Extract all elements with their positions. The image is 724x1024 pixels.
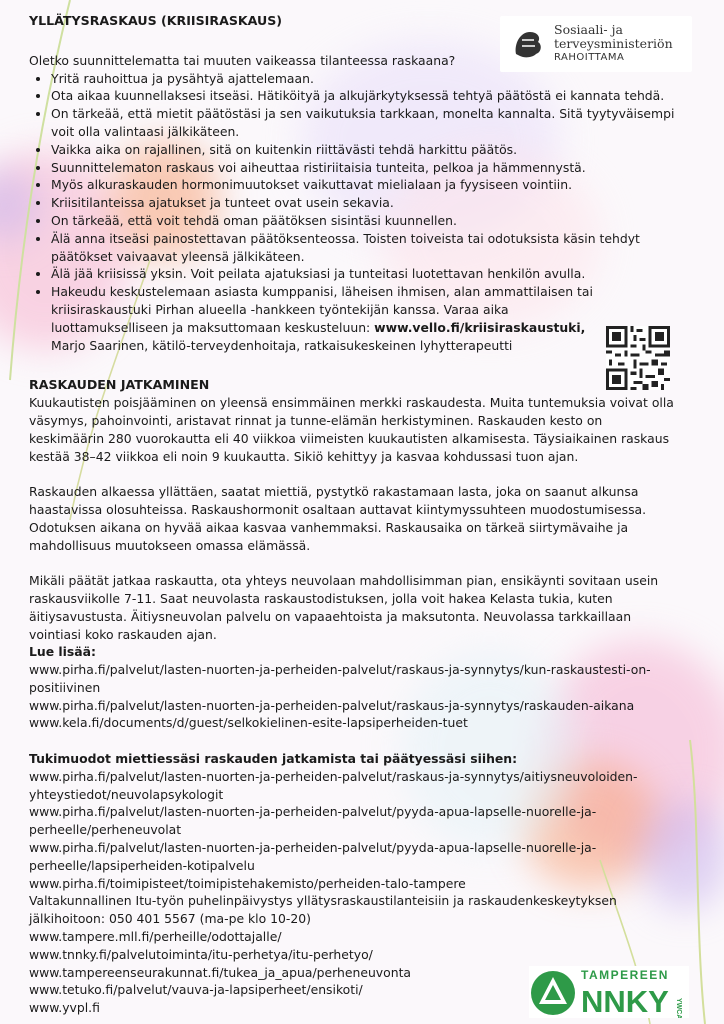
intro-question: Oletko suunnittelematta tai muuten vaikeassa tilanteessa raskaana? — [29, 52, 456, 68]
advice-item: • Yritä rauhoittua ja pysähtyä ajattelemaan. — [51, 70, 679, 88]
support-link[interactable]: www.tetuko.fi/palvelut/vauva-ja-lapsiperheet/ensikoti/ — [29, 982, 363, 998]
advice-item: • Suunnittelematon raskaus voi aiheuttaa ristiriitaisia tunteita, pelkoa ja hämmennystä. — [51, 159, 679, 177]
document-body — [29, 12, 679, 1017]
support-link[interactable]: www.pirha.fi/toimipisteet/toimipistehakemisto/perheiden-talo-tampere — [29, 875, 466, 891]
contact-text: Hakeudu keskustelemaan asiasta kumppanisi, läheisen ihmisen, alan ammattilaisen tai kriisiraskaustuki Pirhan alueella -hankkeen työntekijän kanssa. Varaa aika luottamukselliseen ja maksuttomaan keskusteluun: — [51, 284, 593, 335]
read-more-heading: Lue lisää: — [29, 644, 96, 660]
advice-item: • Kriisitilanteissa ajatukset ja tunteet ovat usein sekavia. — [51, 194, 679, 212]
support-link[interactable]: www.tnnky.fi/palvelutoiminta/itu-perhetya/itu-perhetyo/ — [29, 946, 373, 962]
support-link[interactable]: www.yvpl.fi — [29, 1000, 100, 1016]
support-link[interactable]: www.pirha.fi/palvelut/lasten-nuorten-ja-perheiden-palvelut/raskaus-ja-synnytys/aitiysneuvoloiden-yhteystiedot/neuvolapsykologit — [29, 768, 638, 802]
support-title: Tukimuodot miettiessäsi raskauden jatkamista tai päätyessäsi siihen: — [29, 751, 518, 767]
stm-line2: terveysministeriön — [554, 36, 673, 51]
advice-item: • On tärkeää, että voit tehdä oman päätöksen sisintäsi kuunnellen. — [51, 212, 679, 230]
read-more-link[interactable]: www.pirha.fi/palvelut/lasten-nuorten-ja-perheiden-palvelut/raskaus-ja-synnytys/raskauden-aikana — [29, 697, 635, 713]
paragraph-neuvola: Mikäli päätät jatkaa raskautta, ota yhteys neuvolaan mahdollisimman pian, ensikäynti sovitaan usein raskausviikolle 7-11. Saat neuvolasta raskaustodistuksen, jolla voit hakea Kelasta tukia, kuten äitiysavustusta. Äitiysneuvolan palvelu on vapaaehtoista ja maksutonta. Neuvolassa tarkkaillaan vointiasi koko raskauden ajan. — [29, 573, 659, 642]
support-link[interactable]: www.tampere.mll.fi/perheille/odottajalle/ — [29, 929, 282, 945]
advice-item: • Vaikka aika on rajallinen, sitä on kuitenkin riittävästi tehdä harkittu päätös. — [51, 141, 679, 159]
advice-item: • Älä anna itseäsi painostettavan päätöksenteossa. Toisten toiveista tai odotuksista käsin tehdyt päätökset vaivaavat yleensä jälkikäteen. — [51, 230, 679, 266]
section-title-kriisiraskaus: YLLÄTYSRASKAUS (KRIISIRASKAUS) — [29, 13, 283, 28]
nnky-main-text: NNKY — [581, 984, 669, 1018]
read-more-link[interactable]: www.pirha.fi/palvelut/lasten-nuorten-ja-perheiden-palvelut/raskaus-ja-synnytys/kun-raskaustesti-on-positiivinen — [29, 662, 651, 695]
advice-item: • On tärkeää, että mietit päätöstäsi ja sen vaikutuksia tarkkaan, monelta kannalta. Sitä tyytyväisempi voit olla valintaasi jälkikäteen. — [51, 105, 679, 141]
support-link[interactable]: www.tampereenseurakunnat.fi/tukea_ja_apua/perheneuvonta — [29, 964, 412, 980]
stm-line1: Sosiaali- ja — [554, 22, 623, 37]
read-more-link[interactable]: www.kela.fi/documents/d/guest/selkokielinen-esite-lapsiperheiden-tuet — [29, 715, 468, 731]
paragraph-first-signs: Kuukautisten poisjääminen on yleensä ensimmäinen merkki raskaudesta. Muita tuntemuksia voivat olla väsymys, pahoinvointi, aristavat rinnat ja tunne-elämän herkistyminen. Raskauden kesto on keskimäärin 280 vuorokautta eli 40 viikkoa viimeisten kuukautisten alkamisesta. Täysiaikainen raskaus kestää 38–42 viikkoa eli noin 9 kuukautta. Sikiö kehittyy ja kasvaa kohdussasi tuon ajan. — [29, 395, 674, 464]
section-title-jatkaminen: RASKAUDEN JATKAMINEN — [29, 377, 210, 393]
advice-item: • Ota aikaa kuunnellaksesi itseäsi. Hätiköityä ja alkujärkytyksessä tehtyä päätöstä ei kannata tehdä. — [51, 87, 679, 105]
advice-item-contact — [51, 283, 679, 354]
nnky-top-text: TAMPEREEN — [581, 968, 669, 982]
advice-item: • Älä jää kriisissä yksin. Voit peilata ajatuksiasi ja tunteitasi luotettavan henkilön avulla. — [51, 265, 679, 283]
nnky-side-text: YWCA — [675, 998, 682, 1018]
vello-link[interactable]: www.vello.fi/kriisiraskaustuki, — [374, 319, 586, 335]
support-link[interactable]: www.pirha.fi/palvelut/lasten-nuorten-ja-perheiden-palvelut/pyyda-apua-lapselle-nuorelle-ja-perheelle/lapsiperheiden-kotipalvelu — [29, 840, 597, 873]
advice-item: • Myös alkuraskauden hormonimuutokset vaikuttavat mielialaan ja fyysiseen vointiin. — [51, 176, 679, 194]
support-link[interactable]: www.pirha.fi/palvelut/lasten-nuorten-ja-perheiden-palvelut/pyyda-apua-lapselle-nuorelle-ja-perheelle/perheneuvolat — [29, 804, 597, 838]
contact-person: Marjo Saarinen, kätilö-terveydenhoitaja, ratkaisukeskeinen lyhytterapeutti — [51, 337, 513, 353]
itu-phone-info: Valtakunnallinen Itu-työn puhelinpäivystys yllätysraskaustilanteisiin ja raskaudenkeskeytyksen jälkihoitoon: 050 401 5567 (ma-pe klo 10-20) — [29, 893, 617, 927]
advice-list — [29, 70, 679, 355]
stm-funded: RAHOITTAMA — [554, 52, 625, 63]
paragraph-attachment: Raskauden alkaessa yllättäen, saatat miettiä, pystytkö rakastamaan lasta, joka on saanut alkunsa haastavissa olosuhteissa. Raskaushormonit osaltaan auttavat kiintymyssuhteen muodostumisessa. Odotuksen aikana on hyvää aikaa kasvaa vanhemmaksi. Raskausaika on tärkeä siirtymävaihe ja mahdollisuus muutokseen omassa elämässä. — [29, 484, 647, 553]
